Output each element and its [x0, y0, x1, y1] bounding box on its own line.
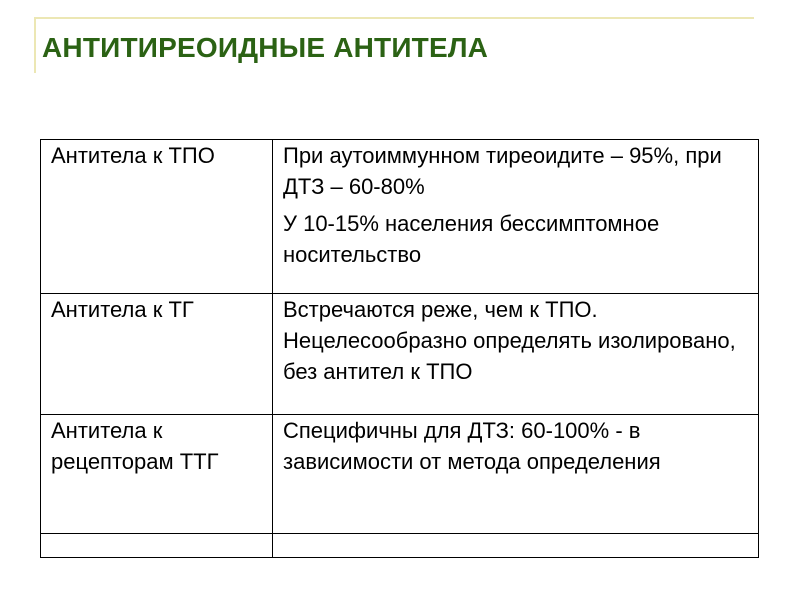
antibody-name: Антитела к ТПО — [51, 143, 215, 168]
antibody-name-cell — [41, 415, 273, 534]
antibody-name: Антитела к ТГ — [51, 297, 194, 322]
table-row-empty — [41, 534, 759, 558]
title-accent-line-left — [34, 17, 36, 73]
table-row — [41, 140, 759, 294]
table-row — [41, 415, 759, 534]
antibody-name-cell — [41, 534, 273, 558]
title-accent-line-top — [34, 17, 754, 19]
antibody-name-cell — [41, 294, 273, 415]
antibody-description-cell — [273, 294, 759, 415]
description-paragraph: У 10-15% населения бессимптомное носительство — [283, 211, 660, 267]
slide-title: АНТИТИРЕОИДНЫЕ АНТИТЕЛА — [42, 32, 489, 63]
antibody-description-cell — [273, 415, 759, 534]
description-paragraph: При аутоиммунном тиреоидите – 95%, при ДТЗ – 60-80% — [283, 143, 722, 199]
antibody-description-cell — [273, 534, 759, 558]
description-paragraph: Встречаются реже, чем к ТПО. Нецелесообразно определять изолировано, без антител к ТПО — [283, 297, 736, 384]
antibody-name-cell — [41, 140, 273, 294]
antibody-description-cell — [273, 140, 759, 294]
description-paragraph: Специфичны для ДТЗ: 60-100% - в зависимости от метода определения — [283, 418, 661, 474]
antibody-name: Антитела к рецепторам ТТГ — [51, 418, 219, 474]
antibodies-table — [40, 139, 759, 558]
table-row — [41, 294, 759, 415]
